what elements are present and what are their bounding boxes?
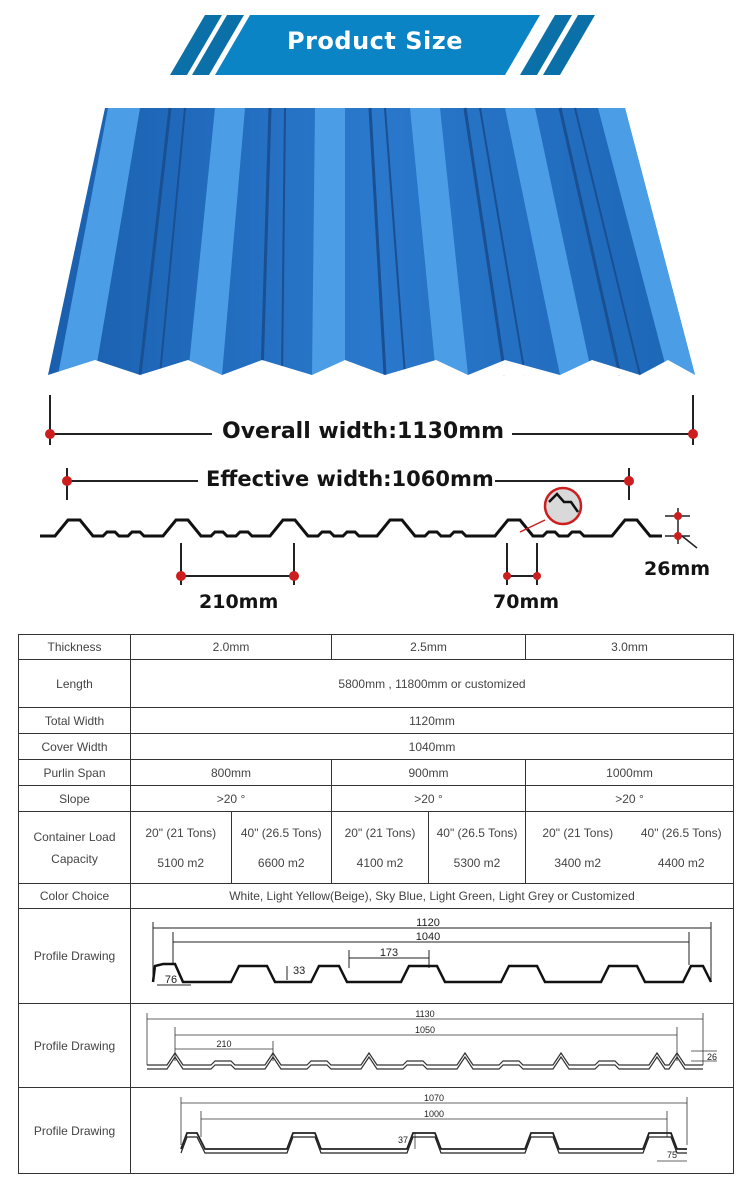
dim-label: 76 (164, 973, 178, 986)
effective-width-label: Effective width:1060mm (206, 467, 494, 491)
row-label: Total Width (19, 708, 131, 734)
table-row (19, 660, 734, 708)
capacity-cell (131, 812, 332, 884)
row-label: Thickness (19, 635, 131, 660)
cell: White, Light Yellow(Beige), Sky Blue, Light Green, Light Grey or Customized (131, 884, 734, 909)
profile-drawing-2 (131, 1004, 734, 1088)
row-label: Profile Drawing (19, 1088, 131, 1174)
dim-label: 33 (293, 964, 306, 977)
cell: 20" (21 Tons) (542, 825, 614, 840)
cell: 800mm (131, 760, 332, 786)
cell: >20 ° (526, 786, 734, 812)
capacity-cell (332, 812, 526, 884)
table-row (19, 786, 734, 812)
cell: 5100 m2 (157, 855, 205, 870)
cell: 40" (26.5 Tons) (640, 825, 722, 840)
row-label: Cover Width (19, 734, 131, 760)
cell: 6600 m2 (257, 855, 305, 870)
cell: 900mm (332, 760, 526, 786)
table-row (19, 1004, 734, 1088)
cell: 1120mm (131, 708, 734, 734)
roof-panel-image (0, 90, 750, 390)
dim-label: 1000 (423, 1108, 445, 1119)
row-label: Length (19, 660, 131, 708)
table-row (19, 708, 734, 734)
dim-label: 1070 (423, 1092, 445, 1103)
cell: 1040mm (131, 734, 734, 760)
cell: 3.0mm (526, 635, 734, 660)
row-label: Color Choice (19, 884, 131, 909)
cell: 5300 m2 (453, 855, 501, 870)
dim-label: 26 (707, 1051, 718, 1062)
pitch-label: 210mm (199, 591, 279, 613)
dim-label: 1050 (414, 1024, 436, 1035)
cell: >20 ° (131, 786, 332, 812)
table-row (19, 734, 734, 760)
cell: 4400 m2 (657, 855, 705, 870)
cell: 5800mm , 11800mm or customized (131, 660, 734, 708)
cell: 20" (21 Tons) (344, 825, 416, 840)
capacity-cell (526, 812, 734, 884)
table-row (19, 909, 734, 1004)
profile-drawing-1 (131, 909, 734, 1004)
cell: 4100 m2 (356, 855, 404, 870)
cell: 3400 m2 (554, 855, 602, 870)
cell: 20" (21 Tons) (145, 825, 217, 840)
dim-label: 1040 (415, 930, 441, 943)
dimension-diagram (0, 380, 750, 630)
dim-label: 75 (666, 1149, 678, 1160)
spec-table (18, 634, 734, 1174)
cell: >20 ° (332, 786, 526, 812)
row-label: Purlin Span (19, 760, 131, 786)
row-label: Profile Drawing (19, 909, 131, 1004)
cell: 2.0mm (131, 635, 332, 660)
detail-zoom-icon (545, 488, 581, 524)
table-row (19, 884, 734, 909)
cell: 2.5mm (332, 635, 526, 660)
dim-label: 1120 (416, 916, 440, 929)
table-row (19, 812, 734, 884)
profile-drawing-3 (131, 1088, 734, 1174)
row-label: Slope (19, 786, 131, 812)
dim-label: 173 (379, 946, 399, 959)
table-row (19, 760, 734, 786)
row-label: Profile Drawing (19, 1004, 131, 1088)
table-row (19, 1088, 734, 1174)
dim-label: 1130 (415, 1008, 435, 1019)
dim-label: 37 (397, 1134, 409, 1145)
height-label: 26mm (644, 558, 711, 580)
banner-title: Product Size (287, 27, 463, 55)
cell: 40" (26.5 Tons) (240, 825, 322, 840)
table-row (19, 635, 734, 660)
row-label: Container Load Capacity (19, 812, 131, 884)
dim-label: 210 (216, 1038, 232, 1049)
cell: 40" (26.5 Tons) (436, 825, 518, 840)
rib-label: 70mm (493, 591, 560, 613)
cell: 1000mm (526, 760, 734, 786)
overall-width-label: Overall width:1130mm (222, 419, 505, 444)
